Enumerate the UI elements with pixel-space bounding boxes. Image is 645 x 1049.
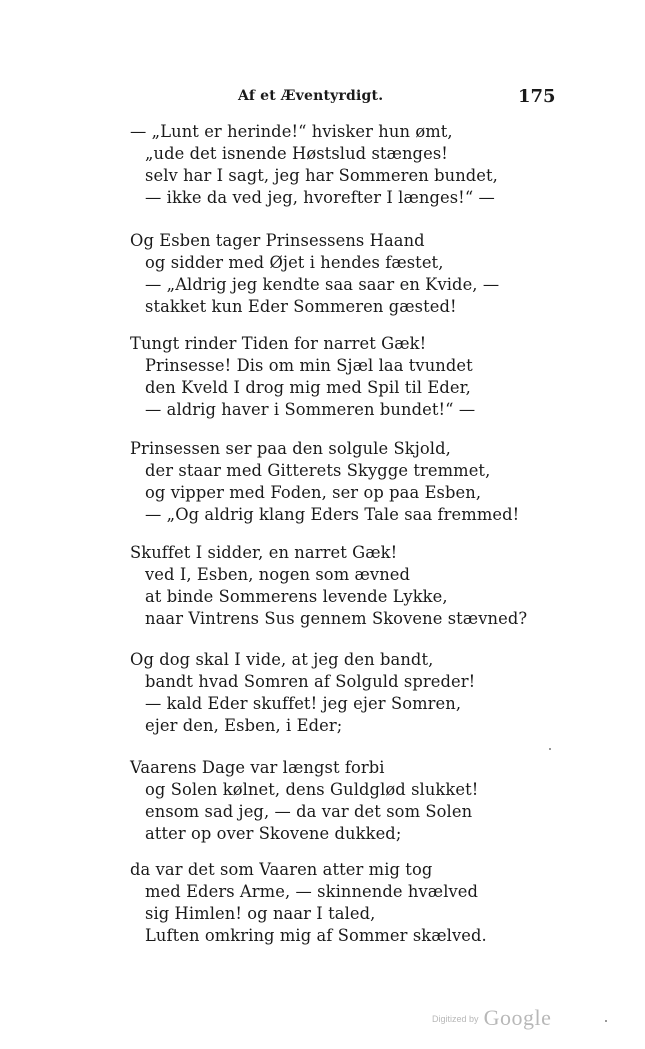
verse-line: — „Og aldrig klang Eders Tale saa fremmed!	[145, 505, 520, 524]
verse-line: ejer den, Esben, i Eder;	[145, 716, 343, 735]
verse-line: — „Lunt er herinde!“ hvisker hun ømt,	[130, 122, 453, 141]
verse-line: Prinsesse! Dis om min Sjæl laa tvundet	[145, 356, 473, 375]
verse-line: ensom sad jeg, — da var det som Solen	[145, 802, 473, 821]
verse-line: — kald Eder skuffet! jeg ejer Somren,	[145, 694, 462, 713]
verse-line: Prinsessen ser paa den solgule Skjold,	[130, 439, 451, 458]
verse-line: sig Himlen! og naar I taled,	[145, 904, 376, 923]
verse-line: og sidder med Øjet i hendes fæstet,	[145, 253, 444, 272]
running-title: Af et Æventyrdigt.	[238, 88, 384, 104]
verse-line: atter op over Skovene dukked;	[145, 824, 402, 843]
print-speck	[549, 748, 551, 750]
watermark-brand: Google	[483, 1005, 552, 1030]
verse-line: og vipper med Foden, ser op paa Esben,	[145, 483, 482, 502]
page-number: 175	[518, 86, 556, 107]
verse-line: Luften omkring mig af Sommer skælved.	[145, 926, 487, 945]
watermark-prefix: Digitized by	[432, 1014, 479, 1024]
verse-line: Skuffet I sidder, en narret Gæk!	[130, 543, 398, 562]
verse-line: med Eders Arme, — skinnende hvælved	[145, 882, 479, 901]
print-speck	[605, 1020, 607, 1022]
verse-line: ved I, Esben, nogen som ævned	[145, 565, 411, 584]
verse-line: naar Vintrens Sus gennem Skovene stævned?	[145, 609, 528, 628]
verse-line: Og dog skal I vide, at jeg den bandt,	[130, 650, 434, 669]
verse-line: Vaarens Dage var længst forbi	[130, 758, 385, 777]
verse-line: — aldrig haver i Sommeren bundet!“ —	[145, 400, 476, 419]
verse-line: bandt hvad Somren af Solguld spreder!	[145, 672, 476, 691]
verse-line: Tungt rinder Tiden for narret Gæk!	[130, 334, 427, 353]
verse-line: den Kveld I drog mig med Spil til Eder,	[145, 378, 471, 397]
verse-line: der staar med Gitterets Skygge tremmet,	[145, 461, 491, 480]
verse-line: stakket kun Eder Sommeren gæsted!	[145, 297, 457, 316]
verse-line: at binde Sommerens levende Lykke,	[145, 587, 448, 606]
verse-line: og Solen kølnet, dens Guldglød slukket!	[145, 780, 479, 799]
verse-line: Og Esben tager Prinsessens Haand	[130, 231, 425, 250]
verse-line: — ikke da ved jeg, hvorefter I længes!“ —	[145, 188, 495, 207]
verse-line: selv har I sagt, jeg har Sommeren bundet,	[145, 166, 498, 185]
page-header	[0, 86, 645, 110]
verse-line: da var det som Vaaren atter mig tog	[130, 860, 433, 879]
verse-line: — „Aldrig jeg kendte saa saar en Kvide, —	[145, 275, 500, 294]
verse-line: „ude det isnende Høstslud stænges!	[145, 144, 448, 163]
digitization-watermark	[432, 1005, 551, 1031]
